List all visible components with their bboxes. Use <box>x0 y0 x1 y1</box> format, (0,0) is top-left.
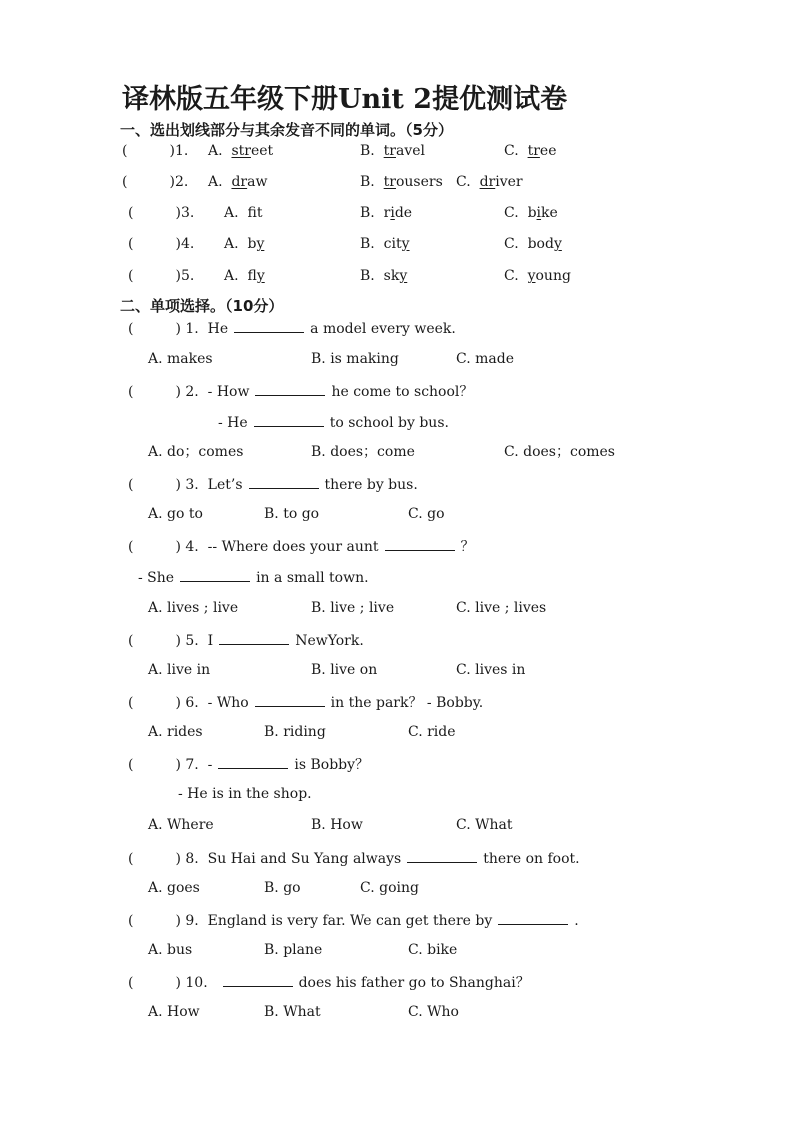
answer-paren[interactable] <box>128 204 194 222</box>
option-label: A. <box>224 268 239 284</box>
word-part: ke <box>541 205 558 221</box>
underlined-letters: str <box>231 143 251 159</box>
option-b[interactable] <box>360 142 425 160</box>
question-number: 4. <box>180 236 195 252</box>
question-number: 9. <box>185 913 199 929</box>
question-number: 1. <box>174 143 189 159</box>
answer-paren[interactable]: ( ) <box>128 321 181 337</box>
answer-paren[interactable]: ( ) <box>128 913 181 929</box>
blank[interactable] <box>219 630 289 645</box>
blank[interactable] <box>180 567 250 582</box>
question-2: ( ) 2. - How he come to school？ <box>128 381 473 401</box>
section1-heading: 一、选出划线部分与其余发音不同的单词。（5分） <box>120 121 453 139</box>
option-a[interactable]: A. live in <box>148 662 211 678</box>
paren-text[interactable]: ( ) <box>122 143 175 159</box>
paren-text[interactable]: ( ) <box>128 205 181 221</box>
word-part: b <box>527 205 537 221</box>
word-part: ee <box>539 143 557 159</box>
option-a[interactable] <box>208 173 267 191</box>
option-c[interactable] <box>504 204 558 222</box>
question-4: ( ) 4. -- Where does your aunt ？ <box>128 536 475 556</box>
option-b[interactable]: B. live on <box>311 662 378 678</box>
option-b[interactable]: B. live ; live <box>311 600 395 616</box>
option-c[interactable] <box>504 235 562 253</box>
blank[interactable] <box>255 381 325 396</box>
option-a[interactable] <box>224 204 262 222</box>
question-7: ( ) 7. - is Bobby？ <box>128 754 369 774</box>
option-a[interactable]: A. rides <box>148 724 203 740</box>
option-b[interactable]: B. plane <box>264 942 323 958</box>
option-label: A. <box>224 236 239 252</box>
option-a[interactable]: A. do；comes <box>148 444 244 460</box>
answer-paren[interactable]: ( ) <box>128 851 181 867</box>
question-7-line2: - He is in the shop. <box>178 786 312 802</box>
question-8: ( ) 8. Su Hai and Su Yang always there on foot. <box>128 848 580 868</box>
question-9: ( ) 9. England is very far. We can get there by . <box>128 910 579 930</box>
question-number: 2. <box>174 174 189 190</box>
word-part: cit <box>383 236 402 252</box>
word-part: de <box>394 205 413 221</box>
option-c[interactable]: C. go <box>408 506 445 522</box>
option-label: B. <box>360 268 375 284</box>
option-b[interactable] <box>360 173 443 191</box>
option-a[interactable] <box>224 267 265 285</box>
option-label: C. <box>456 174 471 190</box>
answer-paren[interactable] <box>122 142 188 160</box>
option-c[interactable]: C. made <box>456 351 514 367</box>
option-b[interactable] <box>360 267 407 285</box>
option-b[interactable]: B. does；come <box>311 444 415 460</box>
question-2-line2: - He to school by bus. <box>218 412 449 432</box>
underlined-letters: y <box>553 236 562 252</box>
question-number: 1. <box>185 321 199 337</box>
option-label: A. <box>208 174 223 190</box>
question-6: ( ) 6. - Who in the park？ - Bobby. <box>128 692 483 712</box>
answer-paren[interactable]: ( ) <box>128 695 181 711</box>
underlined-letters: tr <box>383 174 396 190</box>
option-b[interactable]: B. How <box>311 817 363 833</box>
option-c[interactable]: C. ride <box>408 724 456 740</box>
paren-text[interactable]: ( ) <box>128 268 181 284</box>
underlined-letters: dr <box>231 174 248 190</box>
blank[interactable] <box>255 692 325 707</box>
option-c[interactable]: C. going <box>360 880 419 896</box>
question-3: ( ) 3. Let’s there by bus. <box>128 474 418 494</box>
option-label: C. <box>504 205 519 221</box>
paren-text[interactable]: ( ) <box>122 174 175 190</box>
word-part: ousers <box>395 174 443 190</box>
option-b[interactable]: B. go <box>264 880 301 896</box>
question-number: 5. <box>185 633 199 649</box>
option-a[interactable]: A. lives ; live <box>148 600 239 616</box>
underlined-letters: dr <box>479 174 496 190</box>
blank[interactable] <box>407 848 477 863</box>
blank[interactable] <box>234 318 304 333</box>
option-a[interactable]: A. makes <box>148 351 213 367</box>
option-a[interactable]: A. bus <box>148 942 193 958</box>
option-b[interactable] <box>360 235 410 253</box>
option-label: B. <box>360 143 375 159</box>
word-part: iver <box>495 174 523 190</box>
answer-paren[interactable]: ( ) <box>128 975 181 991</box>
underlined-letters: y <box>399 268 408 284</box>
option-c[interactable] <box>504 267 571 285</box>
option-c[interactable] <box>504 142 556 160</box>
word-part: bod <box>527 236 554 252</box>
underlined-letters: y <box>527 268 536 284</box>
option-label: B. <box>360 236 375 252</box>
option-label: A. <box>208 143 223 159</box>
option-a[interactable]: A. go to <box>148 506 203 522</box>
question-10: ( ) 10. does his father go to Shanghai？ <box>128 972 530 992</box>
answer-paren[interactable]: ( ) <box>128 384 181 400</box>
option-a[interactable] <box>224 235 264 253</box>
option-c[interactable]: C. What <box>456 817 513 833</box>
question-number: 5. <box>180 268 195 284</box>
blank[interactable] <box>385 536 455 551</box>
option-c[interactable]: C. lives in <box>456 662 526 678</box>
option-c[interactable] <box>456 173 523 191</box>
underlined-letters: i <box>536 205 542 221</box>
answer-paren[interactable]: ( ) <box>128 477 181 493</box>
answer-paren[interactable]: ( ) <box>128 633 181 649</box>
answer-paren[interactable] <box>122 173 188 191</box>
word-part: avel <box>395 143 426 159</box>
option-label: B. <box>360 174 375 190</box>
word-part: aw <box>247 174 268 190</box>
question-number: 3. <box>185 477 199 493</box>
question-number: 2. <box>185 384 199 400</box>
blank[interactable] <box>254 412 324 427</box>
word-part: sk <box>383 268 400 284</box>
option-c[interactable]: C. Who <box>408 1004 459 1020</box>
answer-paren[interactable] <box>128 235 194 253</box>
underlined-letters: y <box>256 268 265 284</box>
question-1: ( ) 1. He a model every week. <box>128 318 456 338</box>
option-c[interactable]: C. does；comes <box>504 444 615 460</box>
blank[interactable] <box>218 754 288 769</box>
question-5: ( ) 5. I NewYork. <box>128 630 364 650</box>
option-label: B. <box>360 205 375 221</box>
option-a[interactable] <box>208 142 273 160</box>
option-a[interactable]: A. How <box>148 1004 200 1020</box>
blank[interactable] <box>223 972 293 987</box>
question-number: 7. <box>185 757 199 773</box>
option-b[interactable] <box>360 204 412 222</box>
answer-paren[interactable]: ( ) <box>128 757 181 773</box>
underlined-letters: y <box>401 236 410 252</box>
option-b[interactable]: B. What <box>264 1004 321 1020</box>
word-part: oung <box>535 268 571 284</box>
word-part: r <box>383 205 391 221</box>
option-a[interactable]: A. Where <box>148 817 214 833</box>
answer-paren[interactable] <box>128 267 194 285</box>
word-part: f <box>247 205 257 221</box>
section2-heading: 二、单项选择。（10分） <box>120 297 284 315</box>
page-title: 译林版五年级下册Unit 2提优测试卷 <box>122 84 568 115</box>
option-b[interactable]: B. to go <box>264 506 320 522</box>
word-part: b <box>247 236 257 252</box>
option-label: C. <box>504 268 519 284</box>
option-c[interactable]: C. live ; lives <box>456 600 547 616</box>
option-label: C. <box>504 143 519 159</box>
underlined-letters: i <box>390 205 395 221</box>
question-number: 4. <box>185 539 199 555</box>
paren-text[interactable]: ( ) <box>128 236 181 252</box>
option-c[interactable]: C. bike <box>408 942 458 958</box>
word-part: eet <box>250 143 274 159</box>
word-part: fl <box>247 268 257 284</box>
option-b[interactable]: B. is making <box>311 351 399 367</box>
underlined-letters: y <box>256 236 265 252</box>
question-4-line2: - She in a small town. <box>138 567 369 587</box>
option-label: A. <box>224 205 239 221</box>
question-number: 3. <box>180 205 195 221</box>
word-part: t <box>256 205 263 221</box>
blank[interactable] <box>498 910 568 925</box>
answer-paren[interactable]: ( ) <box>128 539 181 555</box>
option-label: C. <box>504 236 519 252</box>
blank[interactable] <box>249 474 319 489</box>
underlined-letters: tr <box>527 143 540 159</box>
question-number: 8. <box>185 851 199 867</box>
option-a[interactable]: A. goes <box>148 880 200 896</box>
option-b[interactable]: B. riding <box>264 724 326 740</box>
question-number: 10. <box>185 975 208 991</box>
underlined-letters: tr <box>383 143 396 159</box>
question-number: 6. <box>185 695 199 711</box>
